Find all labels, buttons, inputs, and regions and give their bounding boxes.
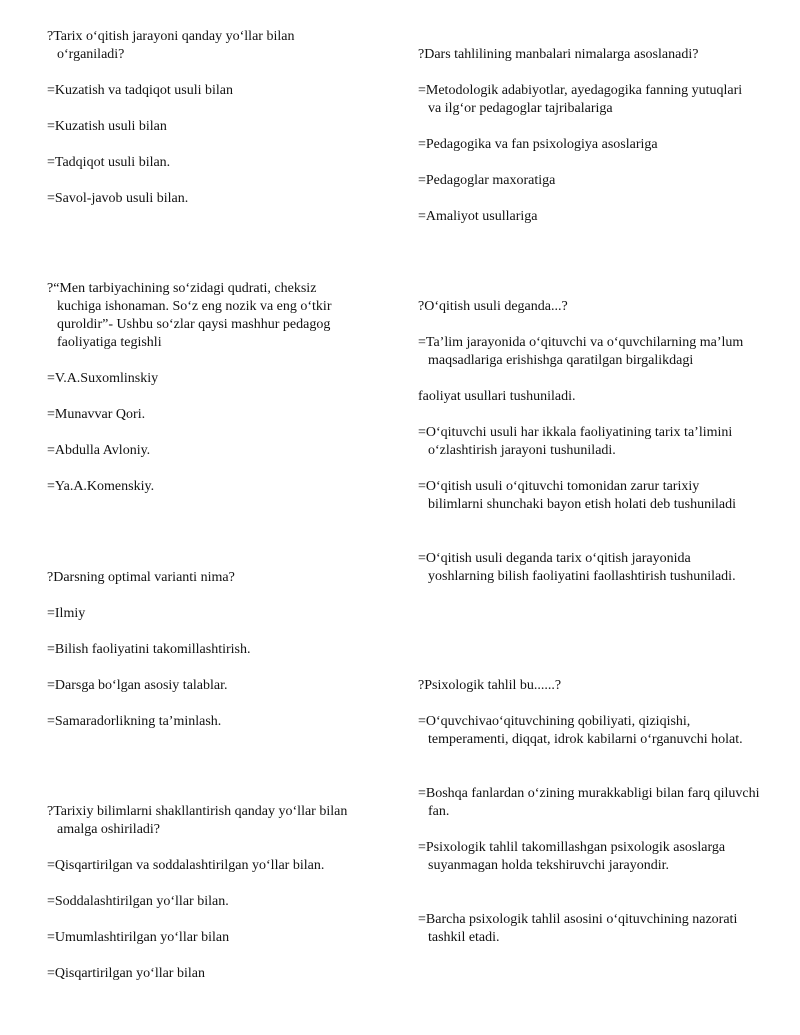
answer-option: =Metodologik adabiyotlar, ayedagogika fanning yutuqlari va ilg‘or pedagoglar tajribalariga [418, 83, 743, 116]
answer-option: =Samaradorlikning ta’minlash. [47, 714, 222, 729]
answer-option-continuation: faoliyat usullari tushuniladi. [418, 389, 576, 404]
answer-option: =Ilmiy [47, 606, 86, 621]
question-text: ?O‘qitish usuli deganda...? [418, 299, 568, 314]
answer-option: =Kuzatish va tadqiqot usuli bilan [47, 83, 233, 98]
answer-option: =Barcha psixologik tahlil asosini o‘qituvchining nazorati tashkil etadi. [418, 912, 738, 945]
answer-option: =O‘qitish usuli o‘qituvchi tomonidan zarur tarixiy bilimlarni shunchaki bayon etish holati deb tushuniladi [418, 479, 736, 512]
answer-option: =Abdulla Avloniy. [47, 443, 151, 458]
answer-option: =Amaliyot usullariga [418, 209, 538, 224]
question-text: ?“Men tarbiyachining so‘zidagi qudrati, cheksiz kuchiga ishonaman. So‘z eng nozik va eng o‘tkir quroldir”- Ushbu so‘zlar qaysi mashhur pedagog faoliyatiga tegishli [47, 281, 332, 350]
answer-option: =Qisqartirilgan va soddalashtirilgan yo‘llar bilan. [47, 858, 325, 873]
question-text: ?Darsning optimal varianti nima? [47, 570, 235, 585]
answer-option: =O‘qituvchi usuli har ikkala faoliyatining tarix ta’limini o‘zlashtirish jarayoni tushuniladi. [418, 425, 733, 458]
answer-option: =Munavvar Qori. [47, 407, 146, 422]
question-text: ?Tarix o‘qitish jarayoni qanday yo‘llar bilan o‘rganiladi? [47, 29, 295, 62]
answer-option: =Bilish faoliyatini takomillashtirish. [47, 642, 251, 657]
answer-option: =Boshqa fanlardan o‘zining murakkabligi bilan farq qiluvchi fan. [418, 786, 760, 819]
left-column [47, 0, 392, 1035]
answer-option: =Soddalashtirilgan yo‘llar bilan. [47, 894, 229, 909]
answer-option: =Psixologik tahlil takomillashgan psixologik asoslarga suyanmagan holda tekshiruvchi jarayondir. [418, 840, 726, 873]
question-text: ?Tarixiy bilimlarni shakllantirish qanday yo‘llar bilan amalga oshiriladi? [47, 804, 348, 837]
answer-option: =Pedagoglar maxoratiga [418, 173, 556, 188]
answer-option: =Umumlashtirilgan yo‘llar bilan [47, 930, 230, 945]
answer-option: =Pedagogika va fan psixologiya asoslariga [418, 137, 658, 152]
answer-option: =Ya.A.Komenskiy. [47, 479, 155, 494]
answer-option: =Kuzatish usuli bilan [47, 119, 167, 134]
question-text: ?Dars tahlilining manbalari nimalarga asoslanadi? [418, 47, 699, 62]
question-text: ?Psixologik tahlil bu......? [418, 678, 562, 693]
answer-option: =O‘qitish usuli deganda tarix o‘qitish jarayonida yoshlarning bilish faoliyatini faollashtirish tushuniladi. [418, 551, 736, 584]
answer-option: =Darsga bo‘lgan asosiy talablar. [47, 678, 228, 693]
answer-option: =V.A.Suxomlinskiy [47, 371, 159, 386]
answer-option: =Tadqiqot usuli bilan. [47, 155, 171, 170]
answer-option: =O‘quvchivao‘qituvchining qobiliyati, qiziqishi, temperamenti, diqqat, idrok kabilarni o‘rganuvchi holat. [418, 714, 743, 747]
answer-option: =Qisqartirilgan yo‘llar bilan [47, 966, 205, 981]
answer-option: =Ta’lim jarayonida o‘qituvchi va o‘quvchilarning ma’lum maqsadlariga erishishga qaratilgan birgalikdagi [418, 335, 744, 368]
answer-option: =Savol-javob usuli bilan. [47, 191, 189, 206]
right-column [418, 0, 758, 1035]
